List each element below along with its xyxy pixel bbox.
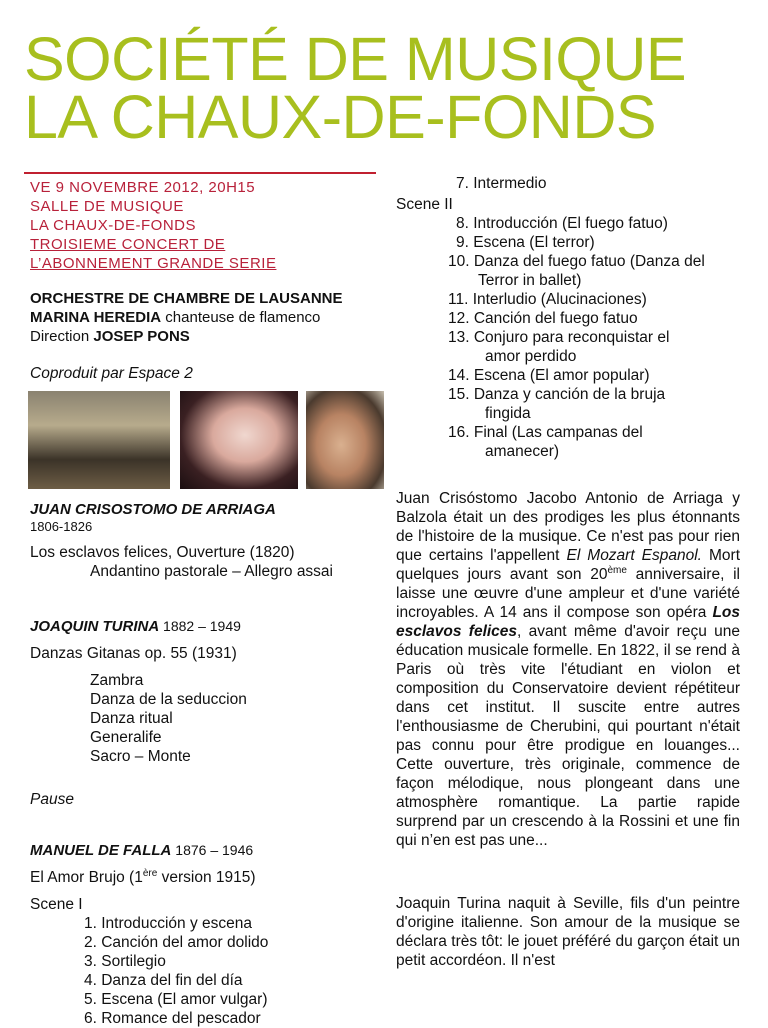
composer-arriaga: JUAN CRISOSTOMO DE ARRIAGA — [30, 501, 276, 518]
direction-label: Direction — [30, 328, 94, 345]
scene-item: 11. Interludio (Alucinaciones) — [448, 291, 647, 308]
soloist-name: MARINA HEREDIA — [30, 309, 162, 326]
composer-turina-line — [30, 617, 380, 636]
photo-strip — [30, 391, 384, 489]
intermission: Pause — [30, 791, 74, 808]
arriaga-description — [396, 489, 740, 850]
work-falla-text: El Amor Brujo (1 — [30, 869, 143, 886]
society-title — [24, 25, 687, 151]
scene-item: 8. Introducción (El fuego fatuo) — [456, 215, 668, 232]
conductor-name: JOSEP PONS — [93, 328, 190, 345]
composer-turina-block — [30, 617, 380, 766]
turina-movements — [30, 671, 380, 766]
soloist-line — [30, 308, 380, 327]
event-city: LA CHAUX-DE-FONDS — [30, 217, 197, 234]
scene-item: 2. Canción del amor dolido — [84, 934, 269, 951]
scene-item: 10. Danza del fuego fatuo (Danza del — [448, 253, 705, 270]
scene-item: 6. Romance del pescador — [84, 1010, 261, 1027]
program-continued — [396, 174, 740, 461]
work-falla — [30, 868, 380, 887]
text-run: Juan Crisóstomo Jacobo Antonio de Arriaga y Balzola était un des prodiges les plus étonnants de l'histoire de la musique. Ce n'est pas pour rien que certains l'appellent — [396, 490, 740, 564]
title-line-1: SOCIÉTÉ DE MUSIQUE — [24, 25, 687, 93]
coproduction-note: Coproduit par Espace 2 — [30, 365, 193, 382]
scene-item-cont: Terror in ballet) — [478, 272, 582, 289]
conductor-line — [30, 327, 380, 346]
composer-arriaga-dates: 1806-1826 — [30, 519, 93, 534]
composer-falla-dates: 1876 – 1946 — [171, 842, 254, 858]
scene-item: 16. Final (Las campanas del — [448, 424, 643, 441]
scene-item-cont: amanecer) — [485, 443, 560, 460]
conductor-photo — [306, 391, 384, 489]
turina-description: Joaquin Turina naquit à Seville, fils d'un peintre d'origine italienne. Son amour de la musique se déclara très tôt: le jouet préféré du garçon était un petit accordéon. Il n'est — [396, 895, 740, 969]
work-arriaga-movement: Andantino pastorale – Allegro assai — [90, 563, 333, 580]
work-turina: Danzas Gitanas op. 55 (1931) — [30, 645, 237, 662]
work-falla-text-end: version 1915) — [157, 869, 256, 886]
scene-item: 13. Conjuro para reconquistar el — [448, 329, 670, 346]
event-date: VE 9 NOVEMBRE 2012, 20H15 — [30, 179, 256, 196]
text-run: anniversaire, il laisse une œuvre d'une ampleur et d'une variété incroyables. A 14 ans il compose son opéra — [396, 566, 740, 621]
singer-photo — [180, 391, 298, 489]
left-column — [30, 178, 380, 1028]
composer-turina-dates: 1882 – 1949 — [159, 618, 241, 634]
scene-2-label: Scene II — [396, 196, 453, 213]
scene-1-list — [30, 914, 380, 1028]
work-falla-sup: ère — [142, 867, 158, 879]
composer-falla-block — [30, 841, 380, 1028]
orchestra-photo — [28, 391, 170, 489]
soloist-role: chanteuse de flamenco — [161, 309, 321, 326]
scene-item: 12. Canción del fuego fatuo — [448, 310, 638, 327]
event-venue: SALLE DE MUSIQUE — [30, 198, 184, 215]
text-run: Mort quelques jours avant son 20 — [396, 547, 740, 583]
scene-item: 15. Danza y canción de la bruja — [448, 386, 666, 403]
event-info — [30, 178, 380, 273]
scene-1-label: Scene I — [30, 896, 83, 913]
opera-title: Los esclavos felices — [396, 604, 740, 640]
divider-rule — [24, 172, 376, 174]
scene-item: 4. Danza del fin del día — [84, 972, 243, 989]
superscript: ème — [607, 564, 627, 576]
orchestra-name: ORCHESTRE DE CHAMBRE DE LAUSANNE — [30, 290, 343, 307]
scene-item-cont: amor perdido — [485, 348, 577, 365]
composer-turina: JOAQUIN TURINA — [30, 618, 160, 635]
performers — [30, 289, 380, 346]
movement-item: Sacro – Monte — [90, 748, 191, 765]
title-line-2: LA CHAUX-DE-FONDS — [24, 83, 657, 151]
scene-item: 9. Escena (El terror) — [456, 234, 595, 251]
event-series-line-2: L’ABONNEMENT GRANDE SERIE — [30, 255, 277, 272]
work-arriaga: Los esclavos felices, Ouverture (1820) — [30, 544, 295, 561]
movement-item: Danza de la seduccion — [90, 691, 247, 708]
scene-item: 1. Introducción y escena — [84, 915, 253, 932]
composer-falla: MANUEL DE FALLA — [30, 842, 172, 859]
composer-falla-line — [30, 841, 380, 860]
movement-item: Zambra — [90, 672, 144, 689]
movement-item: Generalife — [90, 729, 162, 746]
scene-item: 3. Sortilegio — [84, 953, 166, 970]
movement-item: Danza ritual — [90, 710, 173, 727]
scene-item: 14. Escena (El amor popular) — [448, 367, 650, 384]
event-series-line-1: TROISIEME CONCERT DE — [30, 236, 226, 253]
scene-item: 5. Escena (El amor vulgar) — [84, 991, 268, 1008]
scene-item-cont: fingida — [485, 405, 531, 422]
scene-item: 7. Intermedio — [456, 175, 547, 192]
text-run: , avant même d'avoir reçu une éducation musicale formelle. En 1822, il se rend à Paris où très vite l'étudiant en violon et composition du Conservatoire devient répétiteur dans cet institut. Il suscite entre autres l'enthousiasme de Cherubini, qui pourtant n'était pas connu pour être prodigue en louanges... Cette ouverture, très originale, commence de façon mélodique, nous plongeant dans une atmosphère romantique. La partie rapide surprend par un crescendo à la Rossini et une fin qui n’en est pas une... — [396, 623, 740, 849]
text-run-italic: El Mozart Espanol. — [566, 547, 702, 564]
